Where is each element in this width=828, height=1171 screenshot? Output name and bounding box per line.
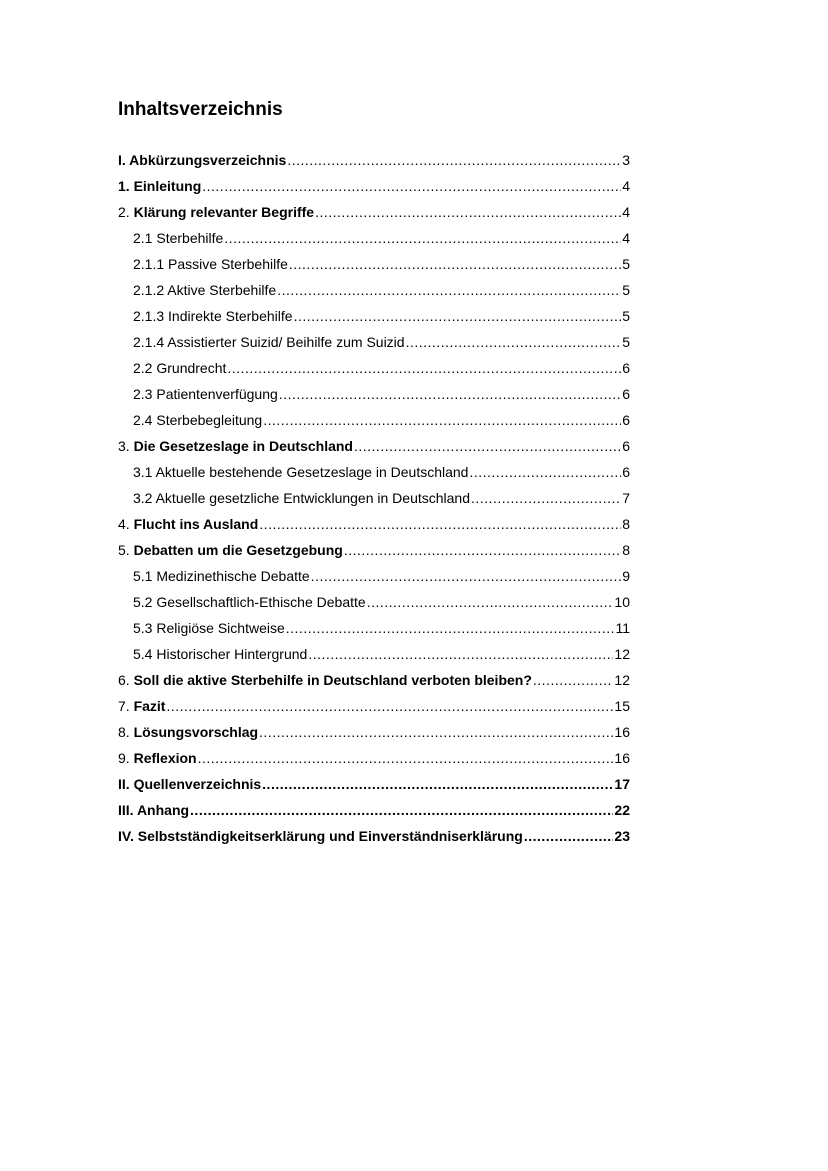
toc-entry-label [133,485,470,511]
toc-entry[interactable] [118,381,630,407]
toc-entry-page-number: 23 [614,828,630,844]
toc-entry[interactable] [118,329,630,355]
toc-entry-label [133,563,310,589]
toc-entry-number: 2. [118,204,134,220]
toc-entry-page-number: 6 [622,464,630,480]
toc-entry-label [118,199,314,225]
toc-entry-page-number: 8 [622,542,630,558]
toc-entry[interactable] [118,407,630,433]
toc-entry-page-number: 5 [622,334,630,350]
dot-leader [315,199,621,225]
toc-entry-label [133,615,285,641]
dot-leader [469,459,621,485]
toc-entry-page-number: 6 [622,360,630,376]
toc-entry-number: 2.1.1 [133,256,169,272]
toc-entry-page-number: 12 [614,672,630,688]
toc-entry-number: 4. [118,516,134,532]
toc-entry-number: 2.3 [133,386,157,402]
dot-leader [289,251,621,277]
toc-entry-page-number: 17 [614,776,630,792]
toc-entry-label [118,147,286,173]
dot-leader [406,329,622,355]
dot-leader [259,511,621,537]
toc-entry-number: 3.1 [133,464,156,480]
toc-entry-title: Patientenverfügung [156,386,278,402]
toc-entry[interactable] [118,693,630,719]
dot-leader [471,485,621,511]
dot-leader [198,745,614,771]
dot-leader [308,641,613,667]
toc-entry-number: II. [118,776,134,792]
dot-leader [166,693,613,719]
toc-entry-label [118,823,523,849]
toc-entry-number: 5. [118,542,134,558]
dot-leader [227,355,621,381]
toc-entry-number: 1. [118,178,134,194]
toc-entry[interactable] [118,485,630,511]
toc-entry-label [133,355,226,381]
toc-entry-label [133,641,307,667]
toc-entry-number: 2.4 [133,412,157,428]
toc-entry-title: Anhang [136,802,190,818]
toc-entry-number: 9. [118,750,134,766]
toc-entry-title: Gesellschaftlich-Ethische Debatte [156,594,366,610]
toc-entry-number: 6. [118,672,134,688]
toc-entry-label [133,407,262,433]
toc-entry-title: Flucht ins Ausland [133,516,259,532]
toc-entry-title: Grundrecht [156,360,227,376]
toc-entry-label [118,433,353,459]
toc-entry[interactable] [118,719,630,745]
toc-entry-label [118,745,197,771]
toc-entry-number: 5.4 [133,646,157,662]
toc-entry-page-number: 4 [622,178,630,194]
toc-entry-title: Assistierter Suizid/ Beihilfe zum Suizid [167,334,405,350]
toc-entry[interactable] [118,563,630,589]
toc-entry-number: 5.2 [133,594,157,610]
toc-entry[interactable] [118,199,630,225]
toc-entry-label [133,459,468,485]
toc-entry[interactable] [118,745,630,771]
dot-leader [287,147,621,173]
toc-entry-page-number: 5 [622,308,630,324]
toc-entry-page-number: 15 [614,698,630,714]
dot-leader [263,407,621,433]
toc-entry-number: 3.2 [133,490,156,506]
toc-entry[interactable] [118,277,630,303]
toc-entry-title: Aktuelle gesetzliche Entwicklungen in Deutschland [155,490,470,506]
toc-entry-label [133,303,293,329]
dot-leader [279,381,621,407]
dot-leader [277,277,621,303]
dot-leader [294,303,622,329]
toc-entry-title: Historischer Hintergrund [156,646,308,662]
toc-entry-page-number: 3 [622,152,630,168]
toc-entry-title: Einleitung [133,178,202,194]
toc-entry[interactable] [118,537,630,563]
toc-entry-title: Quellenverzeichnis [133,776,262,792]
toc-entry[interactable] [118,355,630,381]
toc-entry-page-number: 7 [622,490,630,506]
toc-entry[interactable] [118,797,630,823]
dot-leader [224,225,621,251]
toc-entry-label [118,511,258,537]
toc-entry-page-number: 22 [614,802,630,818]
dot-leader [259,719,613,745]
page-title: Inhaltsverzeichnis [118,99,283,120]
toc-entry-number: 8. [118,724,134,740]
dot-leader [190,797,613,823]
dot-leader [286,615,615,641]
dot-leader [262,771,613,797]
toc-entry-title: Abkürzungsverzeichnis [129,152,287,168]
toc-entry-number: 2.2 [133,360,157,376]
toc-entry-number: 5.1 [133,568,157,584]
toc-entry-label [118,537,343,563]
toc-entry-number: 2.1.2 [133,282,168,298]
dot-leader [344,537,621,563]
toc-entry-title: Selbstständigkeitserklärung und Einverständniserklärung [137,828,523,844]
toc-entry-page-number: 4 [622,230,630,246]
toc-entry-page-number: 5 [622,282,630,298]
toc-entry-label [133,381,278,407]
toc-entry-title: Sterbehilfe [156,230,224,246]
table-of-contents [118,147,630,849]
toc-entry-title: Reflexion [133,750,197,766]
toc-entry-title: Aktive Sterbehilfe [167,282,277,298]
toc-entry-label [133,225,223,251]
toc-entry-title: Aktuelle bestehende Gesetzeslage in Deutschland [155,464,469,480]
toc-entry-label [118,693,165,719]
toc-entry[interactable] [118,511,630,537]
dot-leader [533,667,614,693]
toc-entry-title: Medizinethische Debatte [156,568,310,584]
toc-entry-page-number: 10 [614,594,630,610]
toc-entry[interactable] [118,641,630,667]
dot-leader [311,563,622,589]
toc-entry-title: Passive Sterbehilfe [168,256,288,272]
toc-entry-label [133,589,366,615]
toc-entry-page-number: 16 [614,724,630,740]
toc-entry[interactable] [118,433,630,459]
toc-entry[interactable] [118,667,630,693]
toc-entry[interactable] [118,147,630,173]
toc-entry[interactable] [118,459,630,485]
toc-entry-title: Lösungsvorschlag [133,724,259,740]
toc-entry-title: Klärung relevanter Begriffe [133,204,315,220]
dot-leader [202,173,621,199]
toc-entry-number: I. [118,152,130,168]
toc-entry-number: 5.3 [133,620,157,636]
toc-entry-title: Soll die aktive Sterbehilfe in Deutschland verboten bleiben? [133,672,532,688]
toc-entry-label [118,797,189,823]
dot-leader [367,589,614,615]
toc-entry-label [133,329,405,355]
toc-entry-number: 7. [118,698,134,714]
toc-entry[interactable] [118,589,630,615]
toc-entry-number: IV. [118,828,138,844]
dot-leader [524,823,614,849]
toc-entry[interactable] [118,303,630,329]
toc-entry-title: Religiöse Sichtweise [156,620,285,636]
toc-entry-label [133,277,276,303]
toc-entry[interactable] [118,615,630,641]
dot-leader [354,433,621,459]
toc-entry-page-number: 9 [622,568,630,584]
toc-entry-number: 2.1.3 [133,308,169,324]
toc-entry-number: 3. [118,438,134,454]
toc-entry-title: Debatten um die Gesetzgebung [133,542,343,558]
toc-entry[interactable] [118,225,630,251]
toc-entry-title: Fazit [133,698,166,714]
toc-entry-label [118,771,261,797]
toc-entry-page-number: 6 [622,386,630,402]
toc-entry-label [133,251,288,277]
toc-entry-page-number: 8 [622,516,630,532]
toc-entry-number: 2.1 [133,230,157,246]
toc-entry-page-number: 6 [622,412,630,428]
toc-entry-page-number: 6 [622,438,630,454]
toc-entry-page-number: 16 [614,750,630,766]
toc-entry-number: III. [118,802,137,818]
toc-entry[interactable] [118,173,630,199]
toc-entry-page-number: 5 [622,256,630,272]
toc-entry-page-number: 4 [622,204,630,220]
toc-entry[interactable] [118,771,630,797]
toc-entry-label [118,719,258,745]
toc-entry-title: Die Gesetzeslage in Deutschland [133,438,353,454]
toc-entry[interactable] [118,251,630,277]
toc-entry-title: Sterbebegleitung [156,412,263,428]
toc-entry-label [118,173,201,199]
toc-entry-number: 2.1.4 [133,334,168,350]
toc-entry[interactable] [118,823,630,849]
toc-entry-page-number: 12 [614,646,630,662]
toc-entry-label [118,667,532,693]
toc-entry-title: Indirekte Sterbehilfe [168,308,293,324]
toc-entry-page-number: 11 [615,620,630,636]
